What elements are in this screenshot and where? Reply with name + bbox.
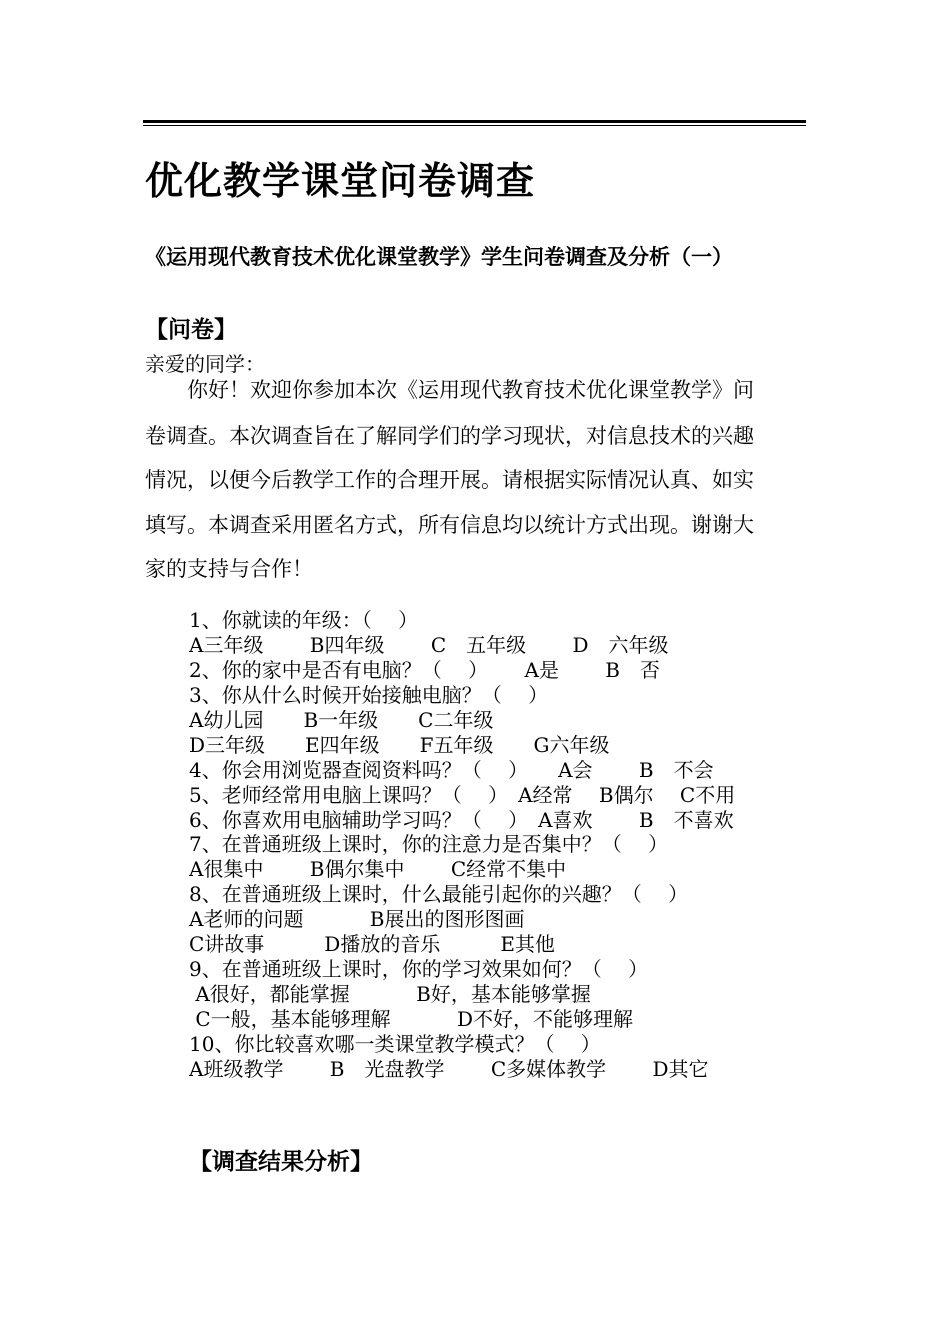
- intro-line: 你好！欢迎你参加本次《运用现代教育技术优化课堂教学》问: [145, 378, 754, 402]
- question-3-options-a: A幼儿园 B一年级 C二年级: [189, 708, 494, 732]
- question-9: 9、在普通班级上课时，你的学习效果如何？（ ）: [189, 957, 649, 981]
- question-10-options: A班级教学 B 光盘教学 C多媒体教学 D其它: [189, 1057, 709, 1081]
- question-1: 1、你就读的年级：（ ）: [189, 608, 419, 632]
- question-3: 3、你从什么时候开始接触电脑？（ ）: [189, 683, 549, 707]
- question-6: 6、你喜欢用电脑辅助学习吗？（ ） A喜欢 B 不喜欢: [189, 808, 734, 832]
- question-2: 2、你的家中是否有电脑？（ ） A是 B 否: [189, 658, 660, 682]
- question-8-options-a: A老师的问题 B展出的图形图画: [189, 907, 525, 931]
- top-rule-thin: [143, 125, 806, 126]
- page-subtitle: 《运用现代教育技术优化课堂教学》学生问卷调查及分析（一）: [145, 245, 733, 269]
- question-7-options: A很集中 B偶尔集中 C经常不集中: [189, 857, 567, 881]
- section-questionnaire-heading: 【问卷】: [145, 317, 237, 343]
- question-8: 8、在普通班级上课时，什么最能引起你的兴趣？（ ）: [189, 882, 689, 906]
- greeting: 亲爱的同学：: [145, 352, 265, 376]
- question-4: 4、你会用浏览器查阅资料吗？（ ） A会 B 不会: [189, 758, 714, 782]
- question-7: 7、在普通班级上课时，你的注意力是否集中？（ ）: [189, 832, 669, 856]
- intro-line: 卷调查。本次调查旨在了解同学们的学习现状，对信息技术的兴趣: [145, 424, 754, 448]
- question-9-options-b: C一般，基本能够理解 D不好，不能够理解: [189, 1007, 634, 1031]
- section-analysis-heading: 【调查结果分析】: [189, 1149, 373, 1175]
- intro-line: 家的支持与合作！: [145, 557, 313, 581]
- question-9-options-a: A很好，都能掌握 B好，基本能够掌握: [189, 982, 591, 1006]
- intro-line: 填写。本调查采用匿名方式，所有信息均以统计方式出现。谢谢大: [145, 513, 754, 537]
- page-title: 优化教学课堂问卷调查: [145, 159, 536, 203]
- question-8-options-b: C讲故事 D播放的音乐 E其他: [189, 932, 555, 956]
- intro-line: 情况，以便今后教学工作的合理开展。请根据实际情况认真、如实: [145, 468, 754, 492]
- question-1-options: A三年级 B四年级 C 五年级 D 六年级: [189, 633, 669, 657]
- top-rule: [143, 120, 806, 123]
- question-10: 10、你比较喜欢哪一类课堂教学模式？（ ）: [189, 1032, 601, 1056]
- question-3-options-b: D三年级 E四年级 F五年级 G六年级: [189, 733, 610, 757]
- question-5: 5、老师经常用电脑上课吗？（ ） A经常 B偶尔 C不用: [189, 783, 736, 807]
